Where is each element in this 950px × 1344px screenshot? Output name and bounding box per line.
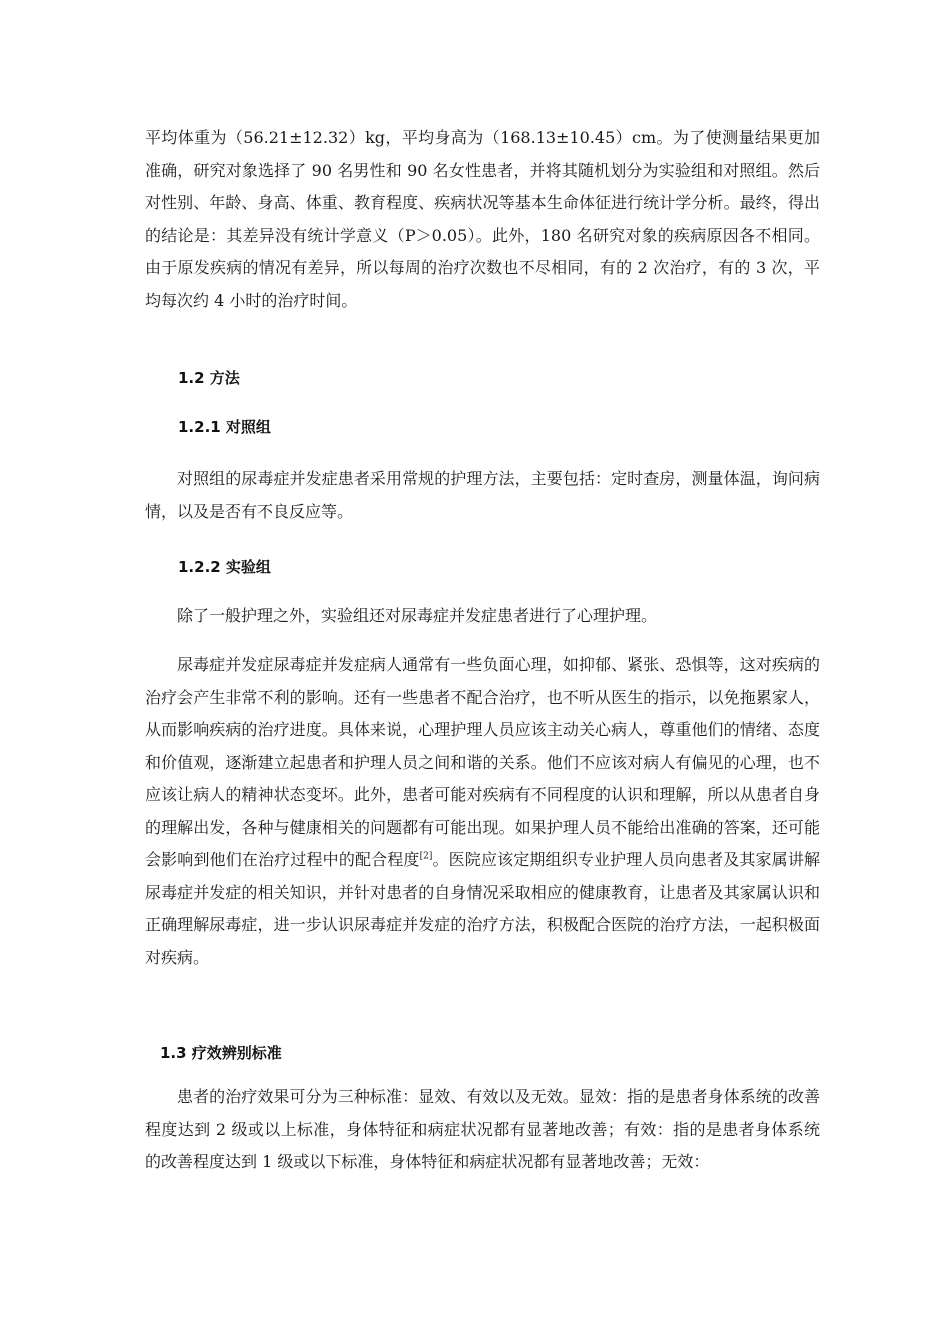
paragraph-demographics: 平均体重为（56.21±12.32）kg，平均身高为（168.13±10.45）cm。为了使测量结果更加准确，研究对象选择了 90 名男性和 90 名女性患者，并将其随机划分为实验组和对照组。然后对性别、年龄、身高、体重、教育程度、疾病状况等基本生命体征进行统计学分析。最终，得出的结论是：其差异没有统计学意义（P＞0.05）。此外，180 名研究对象的疾病原因各不相同。由于原发疾病的情况有差异，所以每周的治疗次数也不尽相同，有的 2 次治疗，有的 3 次，平均每次约 4 小时的治疗时间。 xyxy=(145,128,820,310)
citation-reference: [2] xyxy=(419,851,433,862)
heading-methods: 1.2 方法 xyxy=(178,369,240,387)
paragraph-text-continued: 。医院应该定期组织专业护理人员向患者及其家属讲解尿毒症并发症的相关知识，并针对患者的自身情况采取相应的健康教育，让患者及其家属认识和正确理解尿毒症，进一步认识尿毒症并发症的治疗方法，积极配合医院的治疗方法，一起积极面对疾病。 xyxy=(145,850,820,967)
paragraph-control-group: 对照组的尿毒症并发症患者采用常规的护理方法，主要包括：定时查房，测量体温，询问病情，以及是否有不良反应等。 xyxy=(145,469,820,521)
heading-control-group: 1.2.1 对照组 xyxy=(178,418,271,436)
paragraph-experimental-intro: 除了一般护理之外，实验组还对尿毒症并发症患者进行了心理护理。 xyxy=(177,606,658,625)
heading-efficacy-criteria: 1.3 疗效辨别标准 xyxy=(160,1044,282,1062)
paragraph-psychological-care xyxy=(145,649,820,974)
paragraph-text: 尿毒症并发症尿毒症并发症病人通常有一些负面心理，如抑郁、紧张、恐惧等，这对疾病的治疗会产生非常不利的影响。还有一些患者不配合治疗，也不听从医生的指示，以免拖累家人，从而影响疾病的治疗进度。具体来说，心理护理人员应该主动关心病人，尊重他们的情绪、态度和价值观，逐渐建立起患者和护理人员之间和谐的关系。他们不应该对病人有偏见的心理，也不应该让病人的精神状态变坏。此外，患者可能对疾病有不同程度的认识和理解，所以从患者自身的理解出发，各种与健康相关的问题都有可能出现。如果护理人员不能给出准确的答案，还可能会影响到他们在治疗过程中的配合程度 xyxy=(145,655,820,869)
heading-experimental-group: 1.2.2 实验组 xyxy=(178,558,271,576)
paragraph-efficacy-criteria: 患者的治疗效果可分为三种标准：显效、有效以及无效。显效：指的是患者身体系统的改善程度达到 2 级或以上标准，身体特征和病症状况都有显著地改善；有效：指的是患者身体系统的改善程度达到 1 级或以下标准，身体特征和病症状况都有显著地改善；无效： xyxy=(145,1087,820,1171)
